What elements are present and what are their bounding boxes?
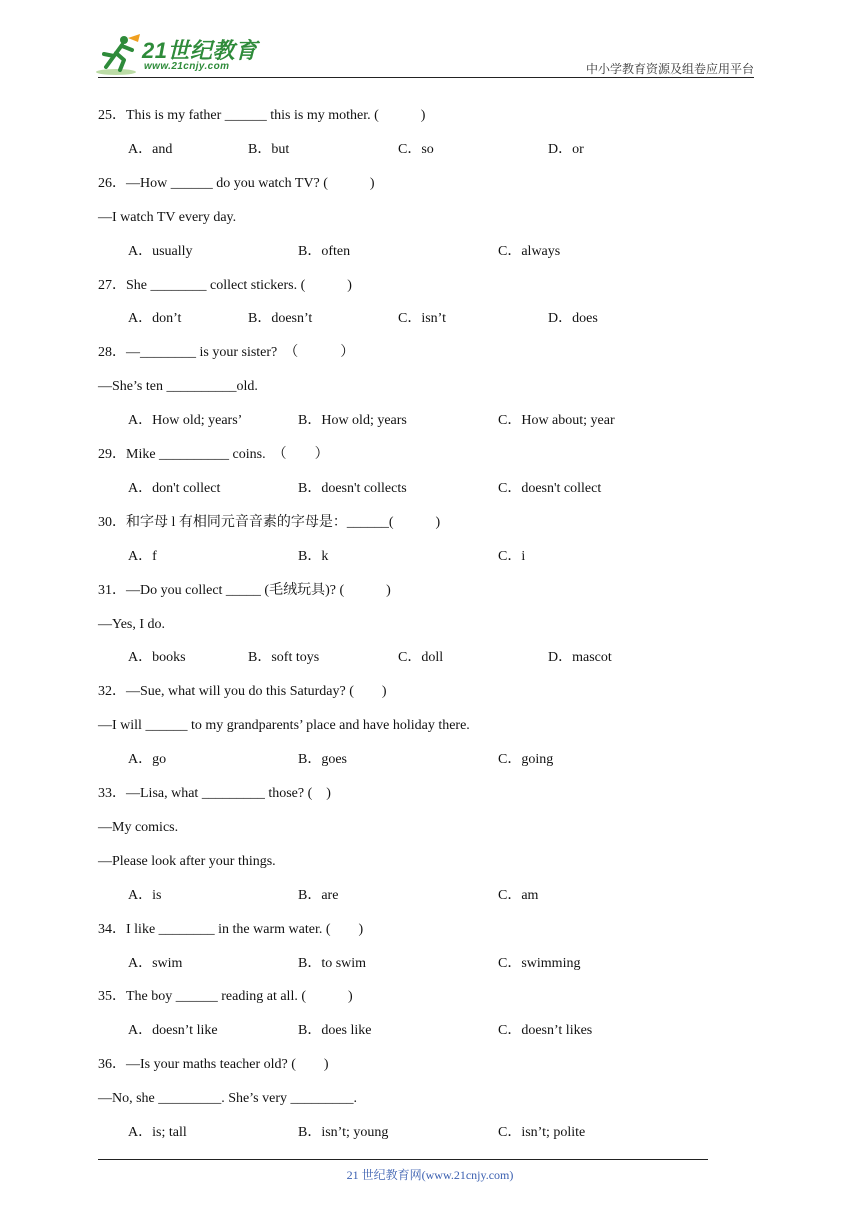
answer-option[interactable]: C．so — [398, 141, 434, 157]
answer-option[interactable]: C．doll — [398, 650, 444, 666]
answer-option[interactable]: B．to swim — [298, 955, 367, 971]
question-dialogue-line: —My comics. — [98, 819, 179, 835]
question-stem: 34．I like ________ in the warm water. ( ) — [98, 921, 364, 937]
answer-option[interactable]: C．am — [498, 887, 539, 903]
answer-option[interactable]: A．and — [128, 141, 173, 157]
question-stem: 35．The boy ______ reading at all. ( ) — [98, 989, 353, 1005]
answer-option[interactable]: B．How old; years — [298, 413, 407, 429]
answer-option[interactable]: A．usually — [128, 243, 193, 259]
logo-text: 21世纪教育 — [142, 38, 258, 63]
answer-option[interactable]: B．goes — [298, 752, 347, 768]
logo-url: www.21cnjy.com — [144, 61, 230, 72]
answer-option[interactable]: A．doesn’t like — [128, 1023, 218, 1039]
question-dialogue-line: —Please look after your things. — [98, 853, 276, 869]
question-stem: 27．She ________ collect stickers. ( ) — [98, 277, 352, 293]
footer-text[interactable]: 21 世纪教育网(www.21cnjy.com) — [346, 1168, 514, 1182]
answer-option[interactable]: A．is — [128, 887, 162, 903]
answer-option[interactable]: C．doesn't collect — [498, 480, 602, 496]
question-dialogue-line: —No, she _________. She’s very _________. — [98, 1091, 357, 1107]
answer-option[interactable]: C．doesn’t likes — [498, 1023, 593, 1039]
question-stem: 36．—Is your maths teacher old? ( ) — [98, 1057, 329, 1073]
answer-option[interactable]: C．going — [498, 752, 554, 768]
answer-option[interactable]: B．doesn’t — [248, 311, 313, 327]
answer-option[interactable]: D．mascot — [548, 650, 612, 666]
header-divider — [98, 77, 754, 78]
answer-option[interactable]: A．is; tall — [128, 1125, 187, 1140]
answer-option[interactable]: C．swimming — [498, 955, 581, 971]
footer-divider — [98, 1159, 708, 1160]
answer-option[interactable]: C．isn’t — [398, 311, 446, 327]
answer-option[interactable]: B．isn’t; young — [298, 1125, 389, 1140]
answer-option[interactable]: D．or — [548, 141, 584, 157]
answer-option[interactable]: A．don't collect — [128, 480, 221, 496]
question-stem: 28．—________ is your sister? （ ） — [98, 345, 355, 361]
answer-option[interactable]: A．f — [128, 548, 157, 564]
answer-option[interactable]: A．don’t — [128, 311, 182, 327]
answer-option[interactable]: A．swim — [128, 955, 183, 971]
answer-option[interactable]: A．books — [128, 650, 186, 666]
answer-option[interactable]: A．How old; years’ — [128, 413, 243, 429]
question-stem: 30．和字母 l 有相同元音音素的字母是：______( ) — [98, 514, 441, 530]
question-stem: 31．—Do you collect _____ (毛绒玩具)? ( ) — [98, 582, 391, 598]
answer-option[interactable]: D．does — [548, 311, 598, 327]
question-dialogue-line: —She’s ten __________old. — [98, 379, 258, 395]
answer-option[interactable]: B．k — [298, 548, 329, 564]
question-stem: 29．Mike __________ coins. （ ） — [98, 447, 329, 462]
answer-option[interactable]: A．go — [128, 752, 167, 768]
question-stem: 25．This is my father ______ this is my mother. ( ) — [98, 108, 426, 123]
question-stem: 26．—How ______ do you watch TV? ( ) — [98, 175, 375, 191]
answer-option[interactable]: B．soft toys — [248, 650, 320, 666]
answer-option[interactable]: B．but — [248, 141, 290, 157]
answer-option[interactable]: C．How about; year — [498, 413, 615, 429]
question-dialogue-line: —Yes, I do. — [98, 616, 166, 632]
answer-option[interactable]: B．doesn't collects — [298, 480, 407, 496]
answer-option[interactable]: B．does like — [298, 1023, 372, 1039]
question-stem: 33．—Lisa, what _________ those? ( ) — [98, 786, 331, 801]
question-dialogue-line: —I watch TV every day. — [98, 209, 237, 225]
answer-option[interactable]: B．often — [298, 243, 351, 259]
answer-option[interactable]: B．are — [298, 887, 339, 903]
answer-option[interactable]: C．always — [498, 243, 561, 259]
question-dialogue-line: —I will ______ to my grandparents’ place and have holiday there. — [98, 718, 470, 734]
answer-option[interactable]: C．isn’t; polite — [498, 1125, 586, 1140]
runner-logo-icon — [94, 34, 142, 78]
site-logo[interactable] — [94, 34, 269, 78]
page-header — [0, 0, 860, 80]
answer-option[interactable]: C．i — [498, 548, 526, 564]
header-tagline: 中小学教育资源及组卷应用平台 — [585, 62, 754, 76]
question-stem: 32．—Sue, what will you do this Saturday? ( ) — [98, 684, 387, 700]
